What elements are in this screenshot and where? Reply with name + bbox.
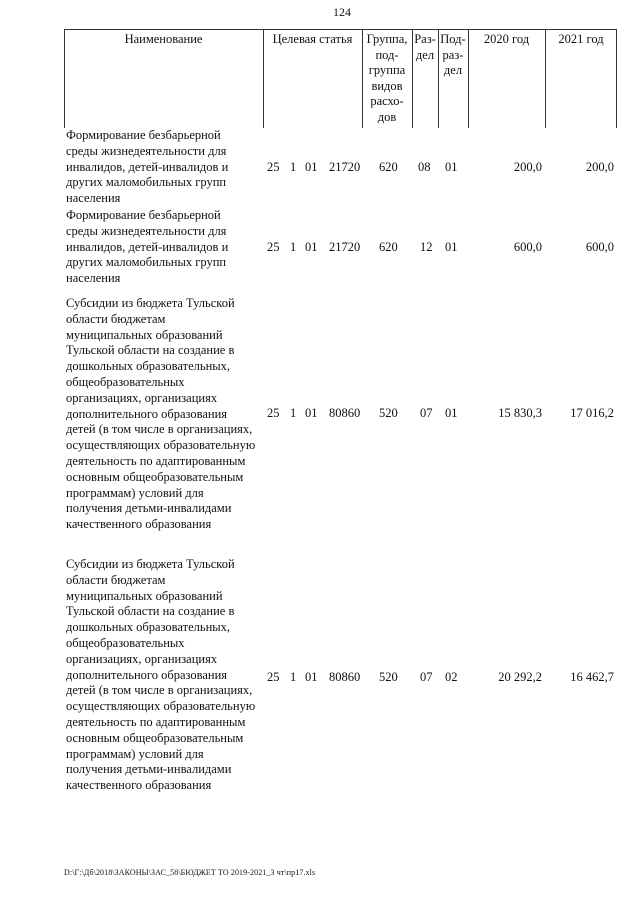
value-2021: 16 462,7 <box>570 670 614 684</box>
section-code: 07 <box>420 406 433 420</box>
header-section: Раз- дел <box>414 32 436 62</box>
group-code: 520 <box>379 406 398 420</box>
group-code: 620 <box>379 160 398 174</box>
header-2020: 2020 год <box>483 32 530 46</box>
group-code: 520 <box>379 670 398 684</box>
target-code: 21720 <box>329 160 361 174</box>
subsection-code: 01 <box>445 160 458 174</box>
value-2020: 15 830,3 <box>498 406 542 420</box>
value-2020: 20 292,2 <box>498 670 542 684</box>
target-code: 01 <box>305 670 318 684</box>
target-code: 1 <box>290 670 297 684</box>
subsection-code: 01 <box>445 406 458 420</box>
target-code: 25 <box>267 406 280 420</box>
page-number: 124 <box>333 5 351 19</box>
target-code: 01 <box>305 406 318 420</box>
target-code: 25 <box>267 240 280 254</box>
target-code: 01 <box>305 160 318 174</box>
file-path-footer: D:\Г:\Дб\2018\ЗАКОНЫ\ЗАС_58\БЮДЖЕТ ТО 2019-2021_3 чт\пр17.xls <box>64 868 316 877</box>
value-2021: 200,0 <box>585 160 614 174</box>
target-code: 80860 <box>329 670 361 684</box>
value-2021: 600,0 <box>585 240 614 254</box>
value-2021: 17 016,2 <box>570 406 614 420</box>
value-2020: 600,0 <box>513 240 542 254</box>
table-row-name: Формирование безбарьерной среды жизнедеятельности для инвалидов, детей-инвалидов и других маломобильных групп населения <box>66 128 229 206</box>
header-group: Группа, под- группа видов расхо- дов <box>366 32 408 124</box>
table-row-name: Субсидии из бюджета Тульской области бюджетам муниципальных образований Тульской области на создание в дошкольных образовательных, общеобразовательных организациях, организациях дополнительного образования детей (в том числе в организациях, осуществляющих образовательную деятельность по адаптированным основным общеобразовательным программам) условий для получения детьми-инвалидами качественного образования <box>66 557 256 793</box>
target-code: 1 <box>290 240 297 254</box>
target-code: 1 <box>290 406 297 420</box>
target-code: 25 <box>267 160 280 174</box>
subsection-code: 01 <box>445 240 458 254</box>
target-code: 01 <box>305 240 318 254</box>
section-code: 12 <box>420 240 433 254</box>
value-2020: 200,0 <box>513 160 542 174</box>
header-name: Наименование <box>124 32 203 46</box>
target-code: 25 <box>267 670 280 684</box>
section-code: 07 <box>420 670 433 684</box>
target-code: 1 <box>290 160 297 174</box>
table-row-name: Формирование безбарьерной среды жизнедеятельности для инвалидов, детей-инвалидов и других маломобильных групп населения <box>66 208 229 286</box>
header-target: Целевая статья <box>272 32 353 46</box>
table-row-name: Субсидии из бюджета Тульской области бюджетам муниципальных образований Тульской области на создание в дошкольных образовательных, общеобразовательных организациях, организациях дополнительного образования детей (в том числе в организациях, осуществляющих образовательную деятельность по адаптированным основным общеобразовательным программам) условий для получения детьми-инвалидами качественного образования <box>66 296 256 532</box>
subsection-code: 02 <box>445 670 458 684</box>
group-code: 620 <box>379 240 398 254</box>
header-2021: 2021 год <box>558 32 604 46</box>
section-code: 08 <box>418 160 431 174</box>
target-code: 80860 <box>329 406 361 420</box>
header-subsection: Под- раз- дел <box>440 32 466 77</box>
target-code: 21720 <box>329 240 361 254</box>
